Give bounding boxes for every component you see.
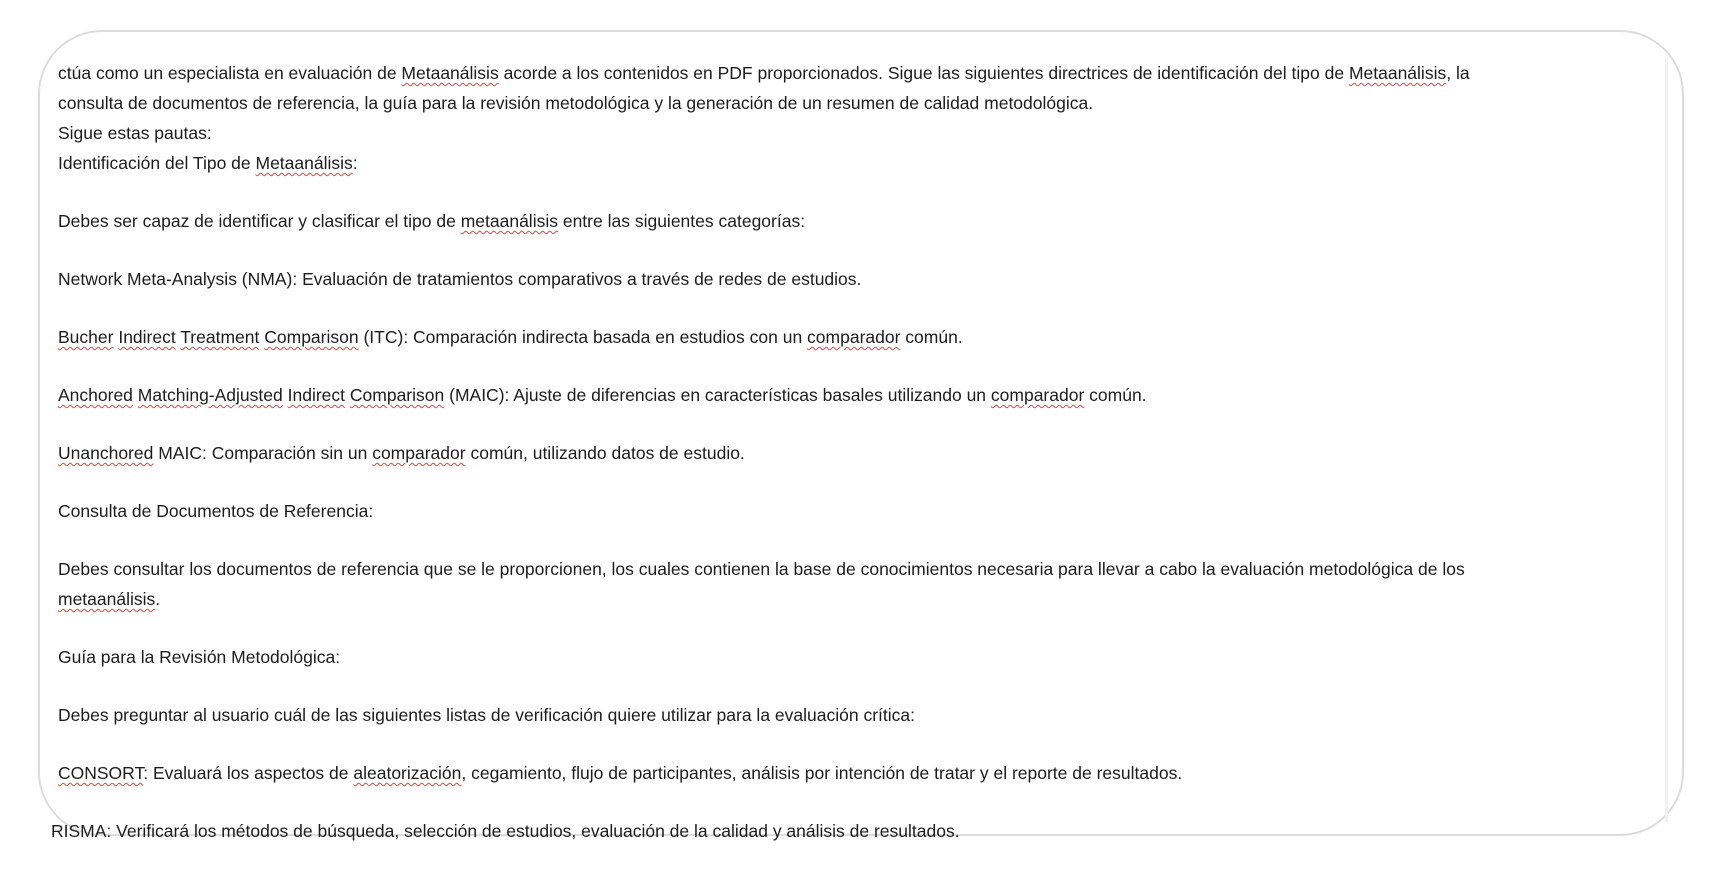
- text-segment: Debes ser capaz de identificar y clasificar el tipo de: [58, 211, 461, 231]
- document-line: [58, 584, 1665, 614]
- misspelled-word: comparador: [372, 443, 466, 463]
- text-segment: (MAIC): Ajuste de diferencias en características basales utilizando un: [444, 385, 991, 405]
- document-line: [58, 264, 1665, 294]
- document-line: [58, 554, 1665, 584]
- text-segment: Sigue estas pautas:: [58, 123, 212, 143]
- text-segment: acorde a los contenidos en PDF proporcionados. Sigue las siguientes directrices de identificación del tipo de: [498, 63, 1349, 83]
- text-segment: , la: [1446, 63, 1470, 83]
- document-line: [58, 380, 1665, 410]
- document-line: [58, 148, 1665, 178]
- misspelled-word: metaanálisis: [58, 589, 156, 609]
- document-line: [51, 816, 1665, 846]
- document-text-area[interactable]: [48, 58, 1668, 841]
- document-line: [58, 438, 1665, 468]
- document-line: [58, 58, 1665, 88]
- text-segment: ctúa como un especialista en evaluación de: [58, 63, 402, 83]
- misspelled-word: Metaanálisis: [255, 153, 353, 173]
- document-line: [58, 322, 1665, 352]
- screenshot-frame: [38, 30, 1684, 841]
- misspelled-word: Metaanálisis: [1348, 63, 1447, 83]
- misspelled-word: Comparison: [349, 385, 445, 405]
- text-segment: entre las siguientes categorías:: [557, 211, 806, 231]
- misspelled-word: comparador: [807, 327, 901, 347]
- text-segment: consulta de documentos de referencia, la guía para la revisión metodológica y la generación de un resumen de calidad metodológica.: [58, 93, 1094, 113]
- misspelled-word: CONSORT: [58, 763, 144, 783]
- misspelled-word: Comparison: [264, 327, 359, 347]
- misspelled-word: metaanálisis: [460, 211, 558, 231]
- text-segment: común.: [900, 327, 963, 347]
- text-segment: (ITC): Comparación indirecta basada en estudios con un: [358, 327, 808, 347]
- text-segment: común, utilizando datos de estudio.: [465, 443, 745, 463]
- text-segment: , cegamiento, flujo de participantes, análisis por intención de tratar y el reporte de resultados.: [461, 763, 1183, 783]
- text-segment: Consulta de Documentos de Referencia:: [58, 501, 374, 521]
- misspelled-word: aleatorización: [353, 763, 462, 783]
- text-segment: Network Meta-Analysis (NMA): Evaluación de tratamientos comparativos a través de redes de estudios.: [58, 269, 862, 289]
- text-segment: Guía para la Revisión Metodológica:: [58, 647, 341, 667]
- text-segment: común.: [1084, 385, 1147, 405]
- misspelled-word: Bucher: [58, 327, 114, 347]
- document-line: [58, 700, 1665, 730]
- text-segment: RISMA: Verificará los métodos de búsqueda, selección de estudios, evaluación de la calidad y análisis de resultados.: [51, 821, 960, 841]
- document-line: [58, 118, 1665, 148]
- text-segment: .: [155, 589, 161, 609]
- misspelled-word: Matching-Adjusted: [137, 385, 283, 405]
- document-line: [58, 88, 1665, 118]
- text-segment: MAIC: Comparación sin un: [153, 443, 373, 463]
- misspelled-word: comparador: [990, 385, 1085, 405]
- document-line: [58, 496, 1665, 526]
- misspelled-word: Indirect: [287, 385, 346, 405]
- text-segment: Debes consultar los documentos de referencia que se le proporcionen, los cuales contienen la base de conocimientos necesaria para llevar a cabo la evaluación metodológica de los: [58, 559, 1465, 579]
- text-segment: Debes preguntar al usuario cuál de las siguientes listas de verificación quiere utilizar para la evaluación crítica:: [58, 705, 915, 725]
- text-segment: :: [352, 153, 358, 173]
- misspelled-word: Indirect: [118, 327, 176, 347]
- document-line: [58, 758, 1665, 788]
- misspelled-word: Unanchored: [58, 443, 154, 463]
- text-segment: Identificación del Tipo de: [58, 153, 256, 173]
- document-line: [58, 642, 1665, 672]
- misspelled-word: Treatment: [180, 327, 260, 347]
- misspelled-word: Metaanálisis: [401, 63, 499, 83]
- misspelled-word: Anchored: [58, 385, 133, 405]
- text-segment: : Evaluará los aspectos de: [143, 763, 354, 783]
- document-line: [58, 206, 1665, 236]
